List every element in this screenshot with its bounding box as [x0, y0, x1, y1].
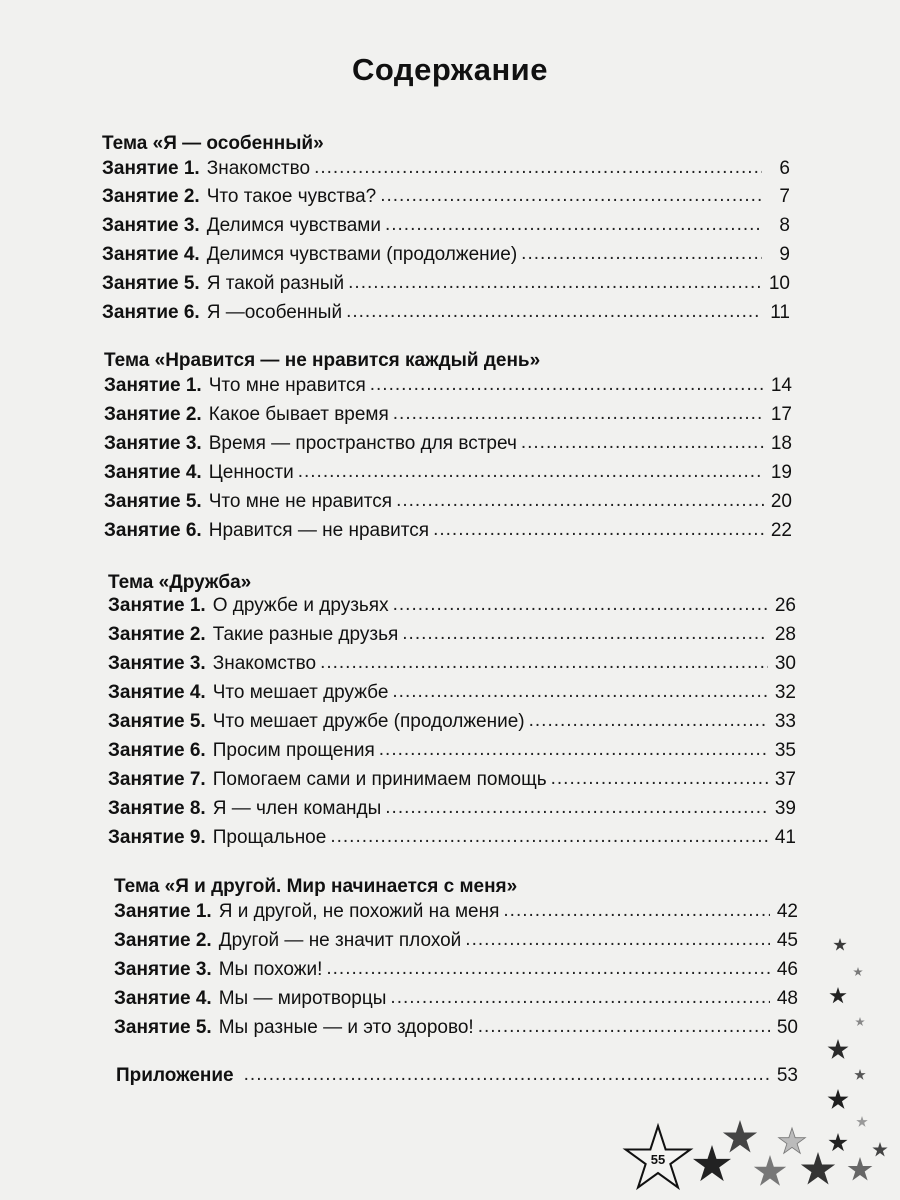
star-icon: [848, 1157, 873, 1181]
lesson-title: Я такой разный: [206, 273, 345, 294]
lesson-label: Занятие 5.: [102, 273, 200, 294]
lesson-label: Занятие 6.: [104, 520, 202, 541]
page-ref: 11: [770, 302, 790, 323]
star-icon: [754, 1155, 786, 1186]
page-ref: 39: [774, 798, 796, 819]
lesson-title: Что такое чувства?: [206, 186, 377, 207]
lesson-label: Занятие 5.: [104, 491, 202, 512]
lesson-label: Занятие 3.: [114, 959, 212, 980]
lesson-label: Занятие 2.: [102, 186, 200, 207]
section-title-2: Тема «Нравится — не нравится каждый день»: [104, 350, 541, 371]
lesson-label: Занятие 9.: [108, 827, 206, 848]
lesson-label: Занятие 3.: [102, 215, 200, 236]
star-icon: [872, 1142, 887, 1156]
star-icon: [801, 1152, 835, 1185]
lesson-title: Я —особенный: [206, 302, 343, 323]
star-icon: [828, 1039, 849, 1059]
page-number: 55: [650, 1152, 666, 1167]
lesson-title: Что мне не нравится: [208, 491, 393, 512]
appendix-label: Приложение: [116, 1065, 234, 1086]
lesson-label: Занятие 4.: [104, 462, 202, 483]
page-ref: 19: [770, 462, 792, 483]
page-ref: 20: [770, 491, 792, 512]
page-ref: 10: [768, 273, 790, 294]
lesson-label: Занятие 7.: [108, 769, 206, 790]
lesson-title: О дружбе и друзьях: [212, 595, 389, 616]
lesson-title: Другой — не значит плохой: [218, 930, 462, 951]
lesson-label: Занятие 3.: [108, 653, 206, 674]
lesson-title: Мы разные — и это здорово!: [218, 1017, 474, 1038]
lesson-title: Что мешает дружбе (продолжение): [212, 711, 525, 732]
star-icon: [856, 1116, 867, 1127]
lesson-title: Ценности: [208, 462, 294, 483]
lesson-title: Мы похожи!: [218, 959, 323, 980]
page-ref: 6: [779, 158, 790, 179]
star-icon: [693, 1145, 731, 1181]
lesson-title: Я и другой, не похожий на меня: [218, 901, 500, 922]
star-icon: [853, 967, 863, 976]
lesson-title: Я — член команды: [212, 798, 382, 819]
lesson-title: Нравится — не нравится: [208, 520, 430, 541]
lesson-label: Занятие 6.: [108, 740, 206, 761]
lesson-label: Занятие 1.: [114, 901, 212, 922]
lesson-title: Время — пространство для встреч: [208, 433, 517, 454]
lesson-title: Такие разные друзья: [212, 624, 399, 645]
page-ref: 30: [774, 653, 796, 674]
page-ref: 22: [770, 520, 792, 541]
page-title: Содержание: [352, 52, 548, 87]
page-ref: 9: [779, 244, 790, 265]
lesson-title: Знакомство: [206, 158, 311, 179]
lesson-title: Что мешает дружбе: [212, 682, 389, 703]
lesson-label: Занятие 5.: [114, 1017, 212, 1038]
lesson-label: Занятие 4.: [114, 988, 212, 1009]
star-icon: [723, 1120, 757, 1153]
lesson-title: Что мне нравится: [208, 375, 366, 396]
star-icon: [829, 987, 846, 1003]
page-ref: 42: [776, 901, 798, 922]
lesson-label: Занятие 6.: [102, 302, 200, 323]
page-ref: 35: [774, 740, 796, 761]
section-title-4: Тема «Я и другой. Мир начинается с меня»: [114, 876, 518, 897]
lesson-title: Мы — миротворцы: [218, 988, 387, 1009]
page-ref: 41: [774, 827, 796, 848]
page-ref: 28: [774, 624, 796, 645]
page-ref: 8: [779, 215, 790, 236]
lesson-title: Прощальное: [212, 827, 327, 848]
lesson-title: Какое бывает время: [208, 404, 389, 425]
lesson-title: Делимся чувствами: [206, 215, 381, 236]
page-ref: 17: [770, 404, 792, 425]
lesson-label: Занятие 2.: [104, 404, 202, 425]
page-ref: 46: [776, 959, 798, 980]
lesson-label: Занятие 2.: [108, 624, 206, 645]
page-ref: 18: [770, 433, 792, 454]
page-ref: 53: [776, 1065, 798, 1086]
lesson-label: Занятие 4.: [102, 244, 200, 265]
page-ref: 50: [776, 1017, 798, 1038]
page-ref: 37: [774, 769, 796, 790]
section-title-3: Тема «Дружба»: [108, 572, 252, 593]
page-ref: 32: [774, 682, 796, 703]
page-ref: 48: [776, 988, 798, 1009]
page-ref: 26: [774, 595, 796, 616]
star-icon: [833, 938, 846, 951]
lesson-label: Занятие 8.: [108, 798, 206, 819]
star-icon: [854, 1069, 865, 1080]
lesson-title: Просим прощения: [212, 740, 375, 761]
lesson-label: Занятие 1.: [104, 375, 202, 396]
lesson-label: Занятие 4.: [108, 682, 206, 703]
lesson-title: Помогаем сами и принимаем помощь: [212, 769, 547, 790]
lesson-title: Знакомство: [212, 653, 317, 674]
page-ref: 45: [776, 930, 798, 951]
lesson-label: Занятие 1.: [108, 595, 206, 616]
page-ref: 33: [774, 711, 796, 732]
lesson-title: Делимся чувствами (продолжение): [206, 244, 518, 265]
lesson-label: Занятие 2.: [114, 930, 212, 951]
section-title-1: Тема «Я — особенный»: [102, 133, 324, 154]
star-icon: [828, 1133, 847, 1151]
star-icon: [855, 1017, 865, 1026]
lesson-label: Занятие 3.: [104, 433, 202, 454]
lesson-label: Занятие 1.: [102, 158, 200, 179]
page-ref: 7: [779, 186, 790, 207]
page-ref: 14: [770, 375, 792, 396]
lesson-label: Занятие 5.: [108, 711, 206, 732]
star-icon: [779, 1128, 806, 1153]
star-icon: [828, 1089, 849, 1109]
